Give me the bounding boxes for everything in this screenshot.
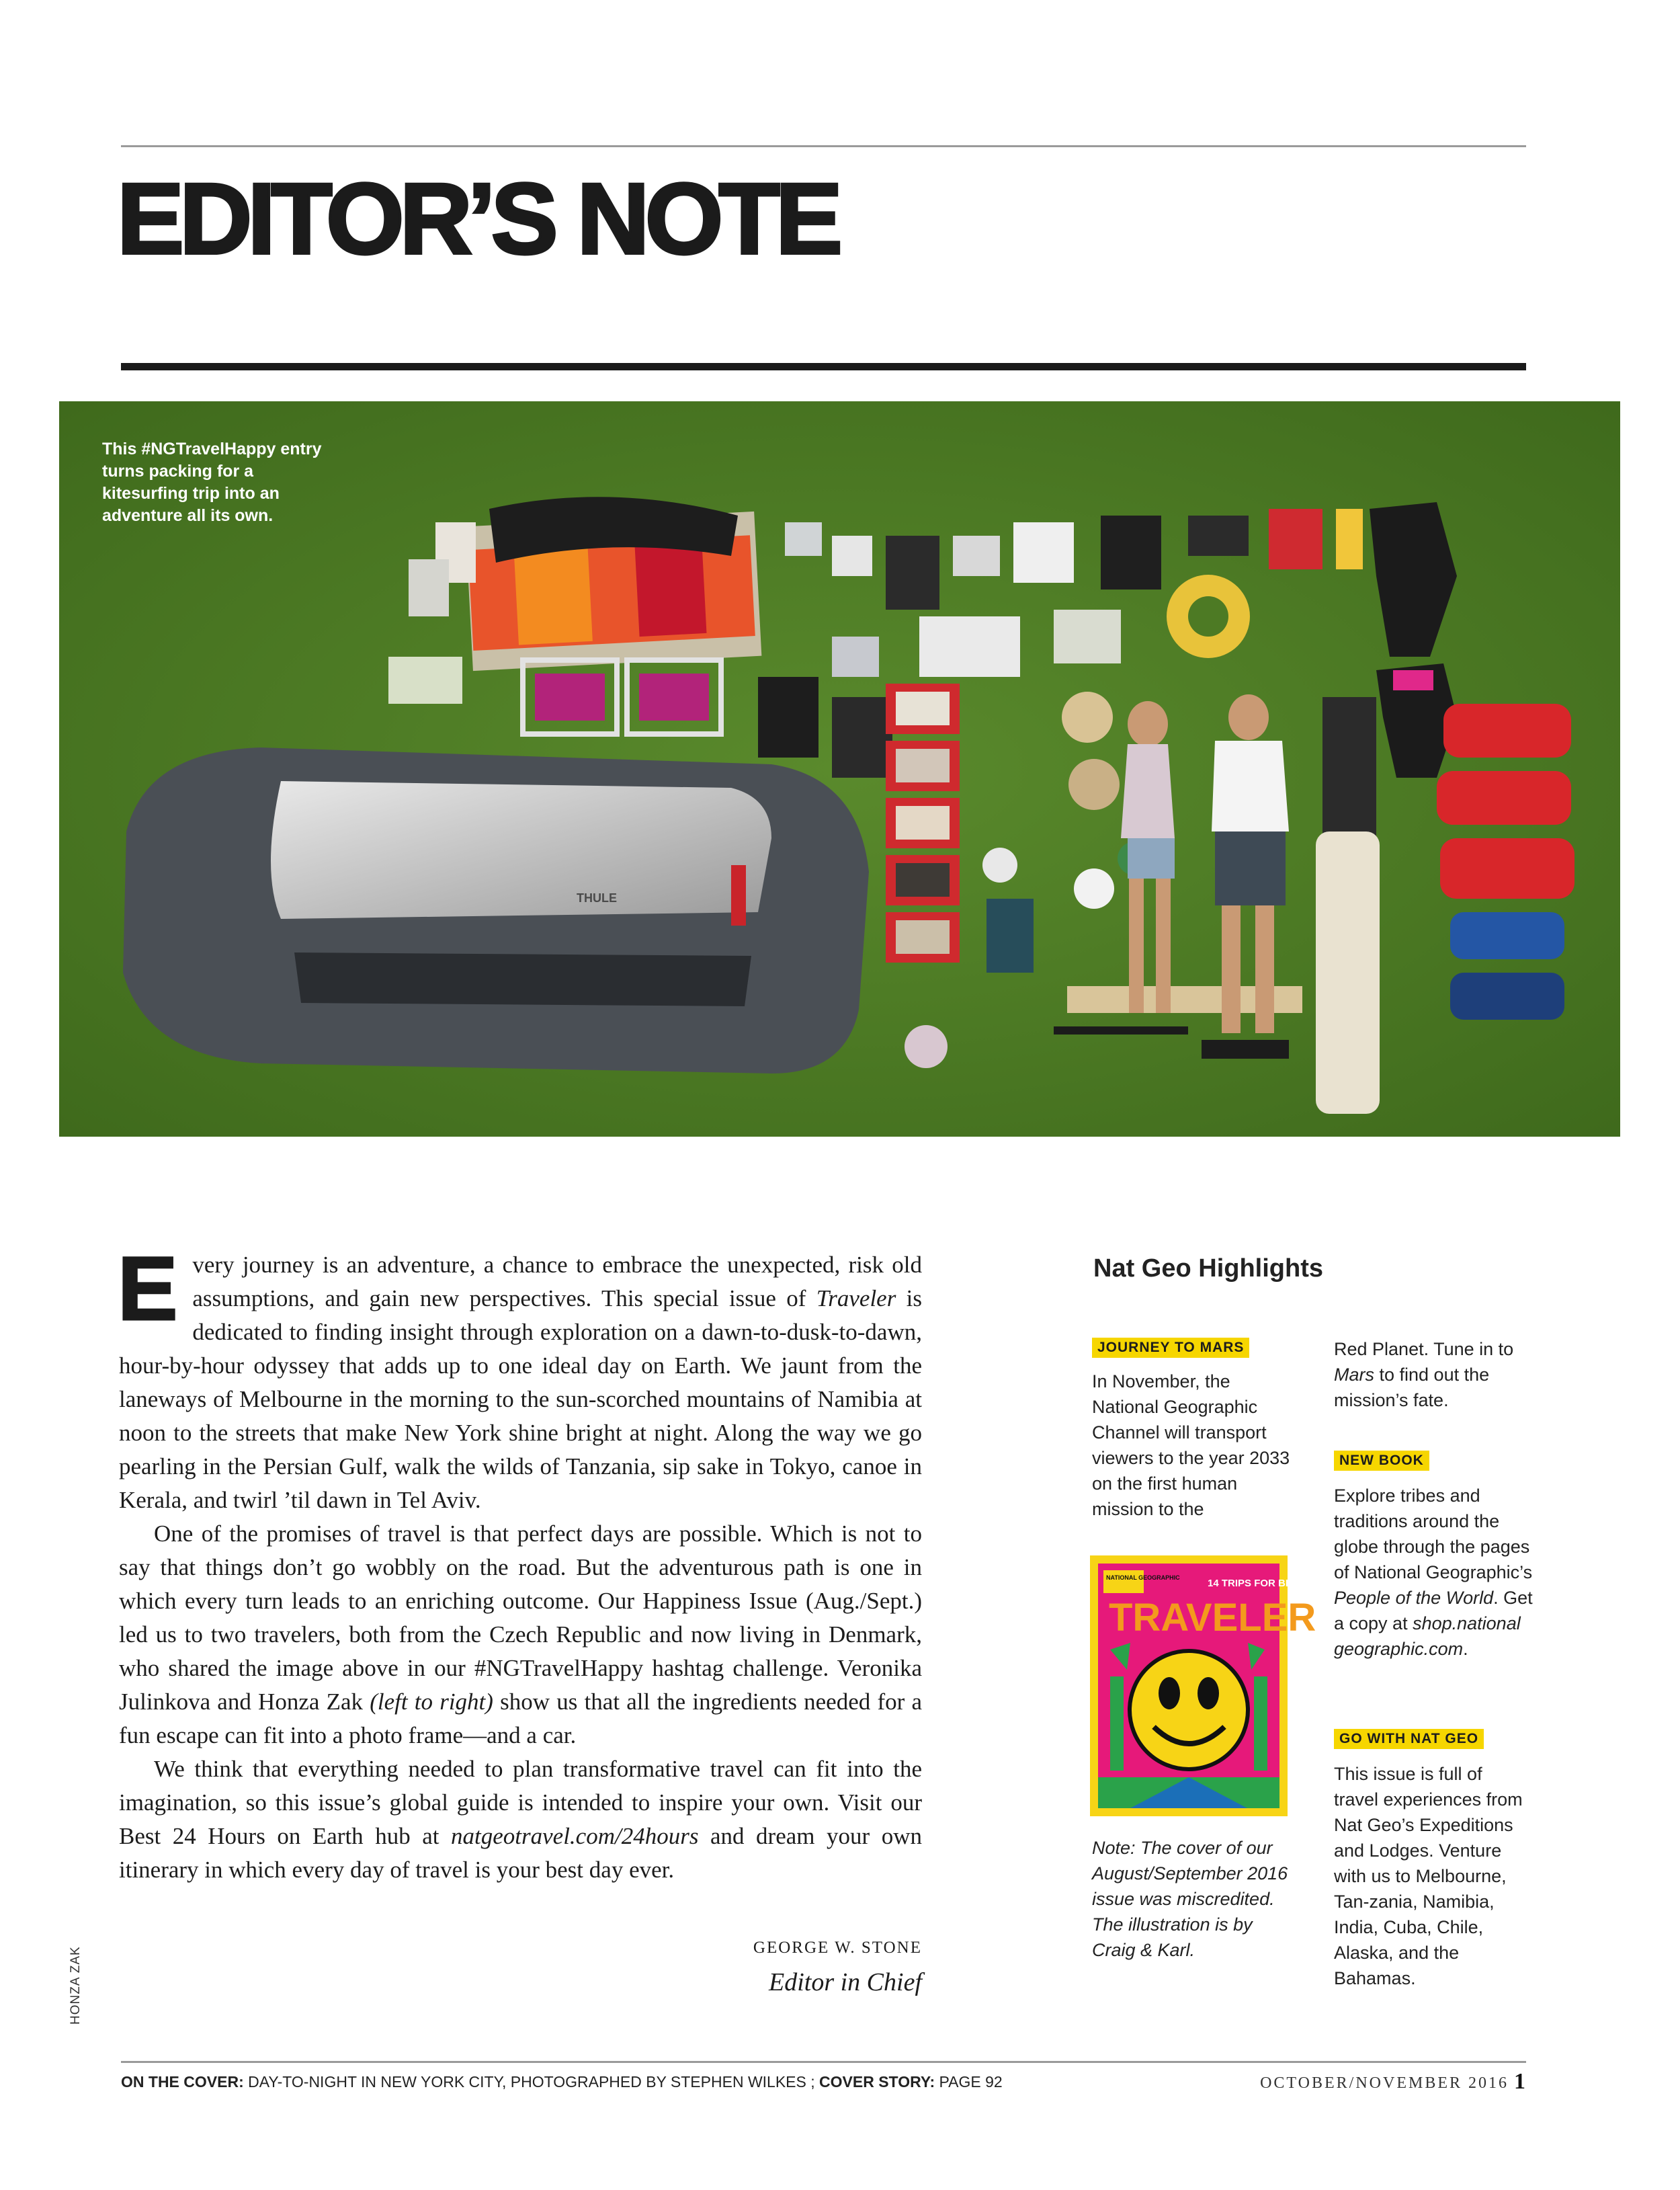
mars-text-rest: to find out the mission’s fate.: [1334, 1365, 1490, 1410]
cover-note-miscredit: Note: The cover of our August/September 2016 issue was miscredited.: [1092, 1838, 1288, 1909]
sleeping-mat: [466, 497, 762, 671]
footer-cover-text: DAY-TO-NIGHT IN NEW YORK CITY, PHOTOGRAPHED BY STEPHEN WILKES ;: [243, 2073, 820, 2091]
hub-link[interactable]: natgeotravel.com/24hours: [451, 1823, 699, 1849]
paragraph-3-lead: We think that everything needed to plan transformative travel can fit into the imagination, so this issue’s global guide is intended to inspire your own. Visit our Best 24 Hours on Earth hub at: [119, 1756, 922, 1849]
new-book-text: [1334, 1483, 1536, 1662]
paragraph-3-rest: and dream your own itinerary in which every day of travel is your best day ever.: [119, 1823, 922, 1883]
cover-note-illustrator: The illustration is by Craig & Karl.: [1092, 1914, 1253, 1960]
sidebar-title: Nat Geo Highlights: [1093, 1254, 1323, 1283]
cover-illustration: [1090, 1555, 1316, 1816]
book-text-end: .: [1463, 1639, 1468, 1659]
paragraph-2-rest: show us that all the ingredients needed for a fun escape can fit into a photo frame—and a car.: [119, 1689, 922, 1748]
top-rule: [121, 145, 1526, 147]
cover-note-text: [1092, 1835, 1294, 1963]
cover-teaser: 14 TRIPS FOR BLISS: [1208, 1578, 1308, 1589]
paragraph-3: [119, 1752, 922, 1887]
title-underline: [121, 363, 1526, 370]
red-crates: [886, 684, 960, 963]
book-text-lead: Explore tribes and traditions around the globe through the pages of National Geographic’s: [1334, 1486, 1533, 1582]
tag-new-book: NEW BOOK: [1334, 1451, 1429, 1471]
car: [123, 747, 869, 1073]
photo-direction-note: (left to right): [370, 1689, 493, 1715]
paragraph-1-rest: is dedicated to finding insight through exploration on a dawn-to-dusk-to-dawn, hour-by-hour odyssey that adds up to one ideal day on Earth. We jaunt from the laneways of Melbourne in the morning to the sun-scorched mountains of Namibia at noon to the streets that make New York shine bright at night. Along the way we go pearling in the Persian Gulf, walk the wilds of Tanzania, sip sake in Tokyo, canoe in Kerala, and twirl ’til dawn in Tel Aviv.: [119, 1285, 922, 1513]
tag-go-with-nat-geo: GO WITH NAT GEO: [1334, 1729, 1484, 1749]
book-text-mid: . Get a copy at: [1334, 1588, 1533, 1633]
signature-name: GEORGE W. STONE: [753, 1939, 922, 1957]
tag-journey-to-mars: JOURNEY TO MARS: [1092, 1338, 1249, 1358]
magazine-title: Traveler: [816, 1285, 896, 1311]
paragraph-1: [118, 1239, 922, 1517]
page-number: 1: [1514, 2069, 1525, 2094]
paragraph-2: [119, 1517, 922, 1752]
editors-note-body: [118, 1239, 922, 1887]
cover-masthead: TRAVELER: [1109, 1596, 1316, 1639]
book-title: People of the World: [1334, 1588, 1494, 1608]
drop-cap: E: [118, 1239, 178, 1339]
mars-show-title: Mars: [1334, 1365, 1374, 1385]
paragraph-1-lead: very journey is an adventure, a chance to embrace the unexpected, risk old assumptions, and gain new perspectives. This special issue of: [192, 1252, 922, 1311]
mars-text-col1: In November, the National Geographic Channel will transport viewers to the year 2033 on the first human mission to the: [1092, 1371, 1290, 1519]
footer-story-label: COVER STORY:: [819, 2073, 935, 2091]
signature-title: Editor in Chief: [769, 1968, 922, 1996]
footer-rule: [121, 2061, 1526, 2063]
mars-text-lead: Red Planet. Tune in to: [1334, 1339, 1514, 1359]
photo-credit: HONZA ZAK: [69, 1946, 83, 2025]
traveler-cover-thumbnail[interactable]: [1090, 1555, 1316, 1816]
car-roofbox-label: THULE: [577, 891, 617, 905]
shop-link[interactable]: shop.national geographic.com: [1334, 1613, 1521, 1659]
paragraph-2-lead: One of the promises of travel is that perfect days are possible. Which is not to say that things don’t go wobbly on the road. But the adventurous path is one in which every turn leads to an enriching outcome. Our Happiness Issue (Aug./Sept.) led us to two travelers, both from the Czech Republic and now living in Denmark, who shared the image above in our #NGTravelHappy hashtag challenge. Veronika Julinkova and Honza Zak: [119, 1520, 922, 1715]
go-with-nat-geo-text: This issue is full of travel experiences from Nat Geo’s Expeditions and Lodges. Venture with us to Melbourne, Tan-zania, Namibia, India, Cuba, Chile, Alaska, and the Bahamas.: [1334, 1764, 1523, 1988]
footer-cover-label: ON THE COVER:: [121, 2073, 244, 2091]
photo-caption: This #NGTravelHappy entry turns packing for a kitesurfing trip into an adventure all its own.: [102, 440, 322, 525]
cover-brand: NATIONAL GEOGRAPHIC: [1106, 1574, 1180, 1581]
page-title: EDITOR’S NOTE: [117, 162, 839, 275]
mars-text-col2: [1334, 1336, 1536, 1413]
issue-date: OCTOBER/NOVEMBER 2016: [1260, 2074, 1509, 2092]
footer-cover-line: [121, 2073, 1003, 2091]
footer-story-text: PAGE 92: [935, 2073, 1003, 2091]
